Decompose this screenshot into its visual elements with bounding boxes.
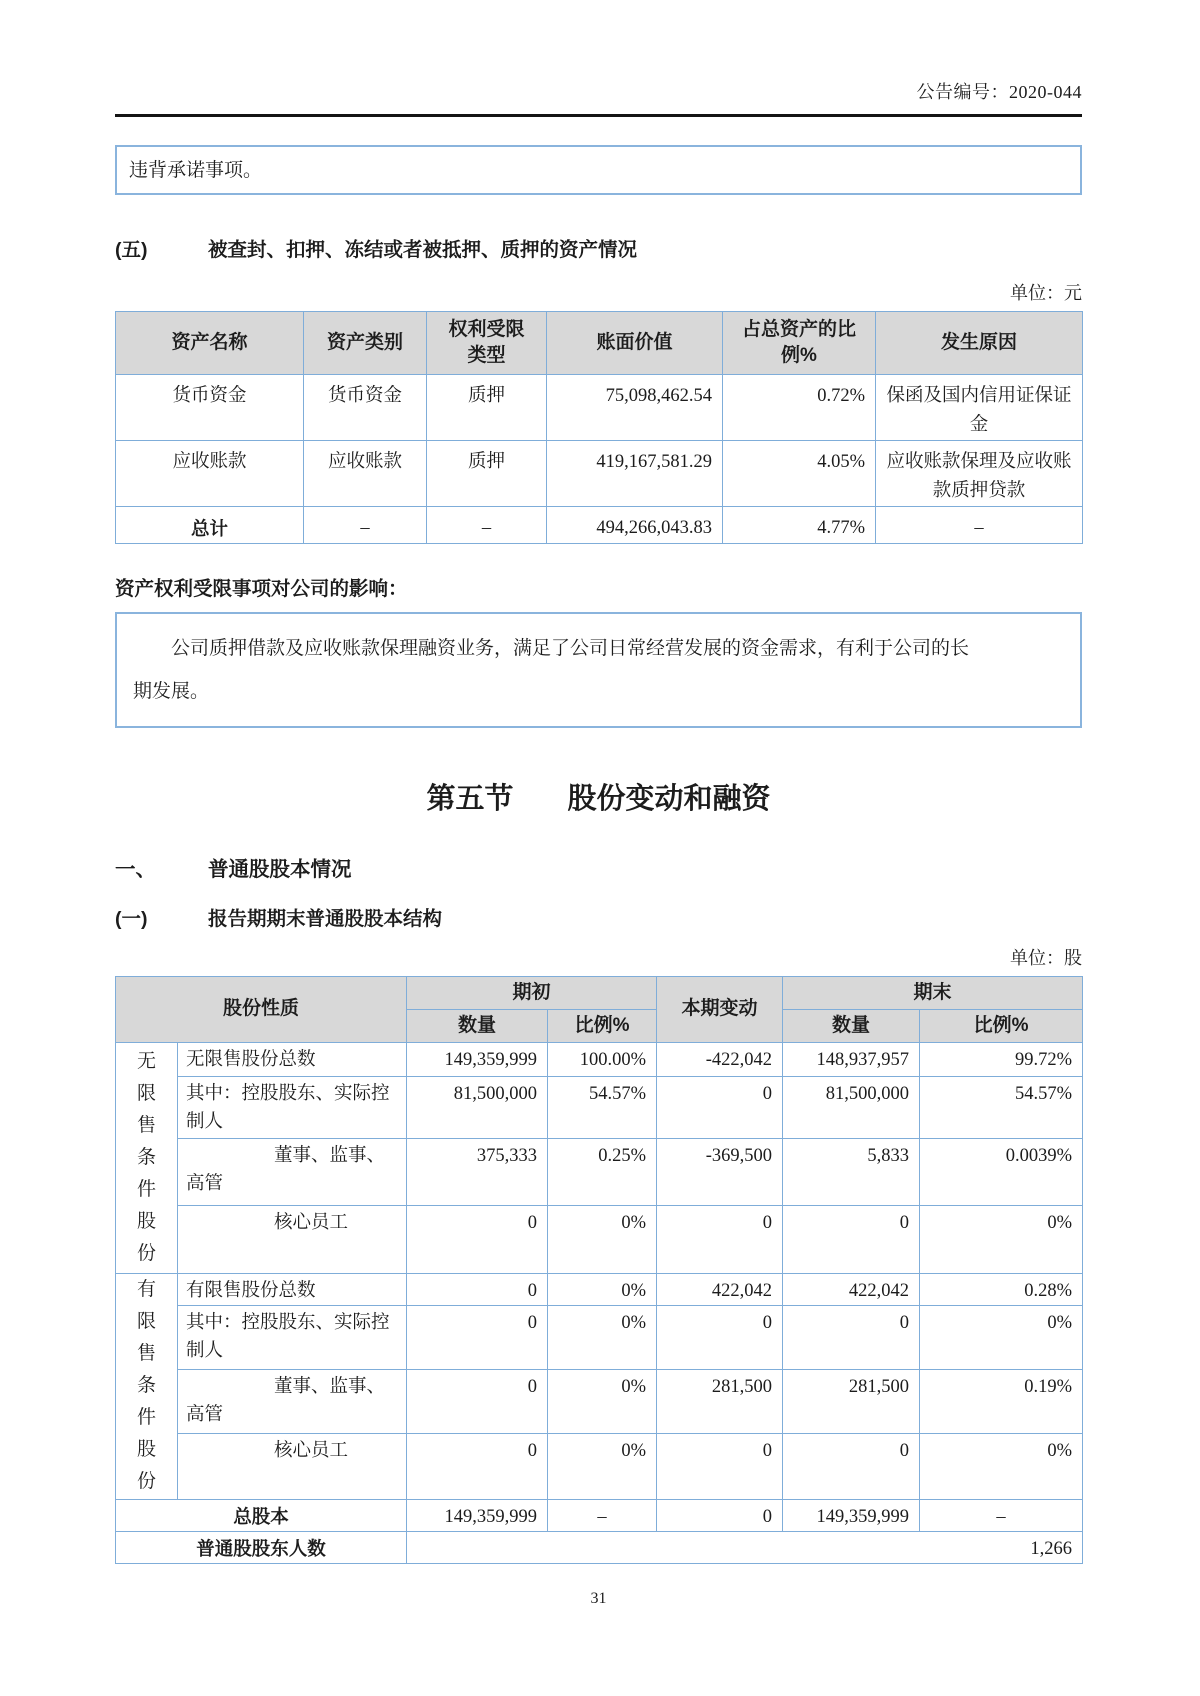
row-label: 核心员工 bbox=[178, 1205, 407, 1273]
violation-text: 违背承诺事项。 bbox=[129, 159, 263, 181]
cell: 0 bbox=[783, 1433, 920, 1499]
share-row bbox=[116, 1273, 1083, 1305]
col-end-qty: 数量 bbox=[783, 1009, 920, 1042]
cell: 75,098,462.54 bbox=[547, 374, 723, 440]
col-end-period: 期末 bbox=[783, 976, 1083, 1009]
cell: 0 bbox=[657, 1499, 783, 1531]
share-table-total-row bbox=[116, 1499, 1083, 1531]
cell: 0.72% bbox=[723, 374, 876, 440]
cell: 0 bbox=[407, 1273, 548, 1305]
cell: 货币资金 bbox=[304, 374, 427, 440]
chapter-title: 股份变动和融资 bbox=[567, 782, 771, 815]
share-row bbox=[116, 1042, 1083, 1076]
total-label: 总股本 bbox=[116, 1499, 407, 1531]
row-label: 核心员工 bbox=[178, 1433, 407, 1499]
share-row bbox=[116, 1305, 1083, 1369]
shareholders-count-row bbox=[116, 1531, 1083, 1563]
cell: 0.28% bbox=[920, 1273, 1083, 1305]
cell: 0 bbox=[407, 1369, 548, 1433]
col-end-pct: 比例% bbox=[920, 1009, 1083, 1042]
share-row bbox=[116, 1369, 1083, 1433]
page-number: 31 bbox=[590, 1589, 607, 1607]
cell: 0 bbox=[783, 1305, 920, 1369]
cell: 0.19% bbox=[920, 1369, 1083, 1433]
row-label: 董事、监事、高管 bbox=[178, 1138, 407, 1205]
cell: 0% bbox=[548, 1305, 657, 1369]
cell: – bbox=[548, 1499, 657, 1531]
cell: 281,500 bbox=[657, 1369, 783, 1433]
cell: 149,359,999 bbox=[783, 1499, 920, 1531]
cell: 0 bbox=[657, 1305, 783, 1369]
cell: 货币资金 bbox=[116, 374, 304, 440]
impact-text-line: 期发展。 bbox=[133, 680, 210, 702]
cell: – bbox=[427, 506, 547, 543]
row-label: 有限售股份总数 bbox=[178, 1273, 407, 1305]
cell: 0% bbox=[548, 1205, 657, 1273]
cell: 81,500,000 bbox=[783, 1076, 920, 1138]
cell: 375,333 bbox=[407, 1138, 548, 1205]
cell: – bbox=[304, 506, 427, 543]
asset-table-unit: 单位：元 bbox=[1010, 282, 1082, 303]
col-reason: 发生原因 bbox=[876, 311, 1083, 374]
subsection1-heading bbox=[115, 856, 1082, 884]
asset-table-header-row bbox=[116, 311, 1083, 374]
impact-note-box bbox=[115, 612, 1082, 728]
group-unrestricted bbox=[116, 1042, 178, 1273]
col-share-type: 股份性质 bbox=[116, 976, 407, 1042]
col-pct-of-assets: 占总资产的比例% bbox=[723, 311, 876, 374]
chapter-number: 第五节 bbox=[426, 782, 514, 815]
col-begin-pct: 比例% bbox=[548, 1009, 657, 1042]
cell: 保函及国内信用证保证金 bbox=[876, 374, 1083, 440]
cell: 99.72% bbox=[920, 1042, 1083, 1076]
chapter-heading bbox=[115, 780, 1082, 818]
table-row bbox=[116, 374, 1083, 440]
cell: 质押 bbox=[427, 374, 547, 440]
cell: 81,500,000 bbox=[407, 1076, 548, 1138]
cell: 494,266,043.83 bbox=[547, 506, 723, 543]
cell: 149,359,999 bbox=[407, 1042, 548, 1076]
cell: 281,500 bbox=[783, 1369, 920, 1433]
group-label-vertical: 有限售条件股份 bbox=[136, 1279, 156, 1492]
cell: 0% bbox=[548, 1273, 657, 1305]
col-asset-name: 资产名称 bbox=[116, 311, 304, 374]
share-row bbox=[116, 1076, 1083, 1138]
cell: 0% bbox=[548, 1433, 657, 1499]
share-table-unit: 单位：股 bbox=[1010, 947, 1082, 968]
cell: 应收账款保理及应收账款质押贷款 bbox=[876, 440, 1083, 506]
subsection2-title: 报告期期末普通股股本结构 bbox=[208, 907, 443, 930]
total-label: 总计 bbox=[116, 506, 304, 543]
cell: 4.77% bbox=[723, 506, 876, 543]
cell: -369,500 bbox=[657, 1138, 783, 1205]
impact-heading: 资产权利受限事项对公司的影响： bbox=[115, 577, 408, 600]
cell: 54.57% bbox=[920, 1076, 1083, 1138]
holders-label: 普通股股东人数 bbox=[116, 1531, 407, 1563]
cell: 0 bbox=[407, 1305, 548, 1369]
cell: 0 bbox=[407, 1433, 548, 1499]
cell: 419,167,581.29 bbox=[547, 440, 723, 506]
share-row bbox=[116, 1205, 1083, 1273]
cell: -422,042 bbox=[657, 1042, 783, 1076]
col-period-change: 本期变动 bbox=[657, 976, 783, 1042]
cell: 0 bbox=[657, 1076, 783, 1138]
share-row bbox=[116, 1138, 1083, 1205]
cell: 0.25% bbox=[548, 1138, 657, 1205]
subsection1-number: 一、 bbox=[115, 857, 156, 881]
row-label: 董事、监事、高管 bbox=[178, 1369, 407, 1433]
cell: 质押 bbox=[427, 440, 547, 506]
share-table-header-row1 bbox=[116, 976, 1083, 1009]
row-label: 其中：控股股东、实际控制人 bbox=[178, 1076, 407, 1138]
cell: 0% bbox=[920, 1205, 1083, 1273]
cell: 0 bbox=[783, 1205, 920, 1273]
subsection1-title: 普通股股本情况 bbox=[208, 857, 352, 881]
asset-table-total-row bbox=[116, 506, 1083, 543]
col-begin-period: 期初 bbox=[407, 976, 657, 1009]
cell: 54.57% bbox=[548, 1076, 657, 1138]
header-rule bbox=[115, 114, 1082, 117]
cell: 0 bbox=[657, 1433, 783, 1499]
holders-value: 1,266 bbox=[407, 1531, 1083, 1563]
cell: 149,359,999 bbox=[407, 1499, 548, 1531]
section5-title: 被查封、扣押、冻结或者被抵押、质押的资产情况 bbox=[208, 238, 638, 261]
cell: – bbox=[920, 1499, 1083, 1531]
table-row bbox=[116, 440, 1083, 506]
col-asset-class: 资产类别 bbox=[304, 311, 427, 374]
section5-number: (五) bbox=[115, 238, 148, 261]
cell: 0% bbox=[920, 1433, 1083, 1499]
cell: 0 bbox=[657, 1205, 783, 1273]
row-label: 其中：控股股东、实际控制人 bbox=[178, 1305, 407, 1369]
col-book-value: 账面价值 bbox=[547, 311, 723, 374]
cell: 4.05% bbox=[723, 440, 876, 506]
subsection2-heading bbox=[115, 906, 1082, 932]
cell: 148,937,957 bbox=[783, 1042, 920, 1076]
group-restricted bbox=[116, 1273, 178, 1499]
cell: 0% bbox=[920, 1305, 1083, 1369]
announcement-number: 公告编号：2020-044 bbox=[916, 82, 1082, 102]
violation-note-box bbox=[115, 145, 1082, 195]
cell: 0 bbox=[407, 1205, 548, 1273]
cell: 100.00% bbox=[548, 1042, 657, 1076]
share-structure-table bbox=[115, 976, 1083, 1564]
row-label: 无限售股份总数 bbox=[178, 1042, 407, 1076]
section5-heading bbox=[115, 237, 1082, 263]
cell: 0% bbox=[548, 1369, 657, 1433]
cell: 0.0039% bbox=[920, 1138, 1083, 1205]
share-row bbox=[116, 1433, 1083, 1499]
col-restriction-type: 权利受限类型 bbox=[427, 311, 547, 374]
cell: 422,042 bbox=[657, 1273, 783, 1305]
cell: 应收账款 bbox=[304, 440, 427, 506]
pledged-assets-table bbox=[115, 311, 1083, 544]
impact-text-line: 公司质押借款及应收账款保理融资业务，满足了公司日常经营发展的资金需求，有利于公司的长 bbox=[171, 637, 970, 659]
group-label-vertical: 无限售条件股份 bbox=[136, 1050, 156, 1264]
col-begin-qty: 数量 bbox=[407, 1009, 548, 1042]
cell: 应收账款 bbox=[116, 440, 304, 506]
subsection2-number: (一) bbox=[115, 907, 148, 930]
cell: 5,833 bbox=[783, 1138, 920, 1205]
cell: 422,042 bbox=[783, 1273, 920, 1305]
cell: – bbox=[876, 506, 1083, 543]
